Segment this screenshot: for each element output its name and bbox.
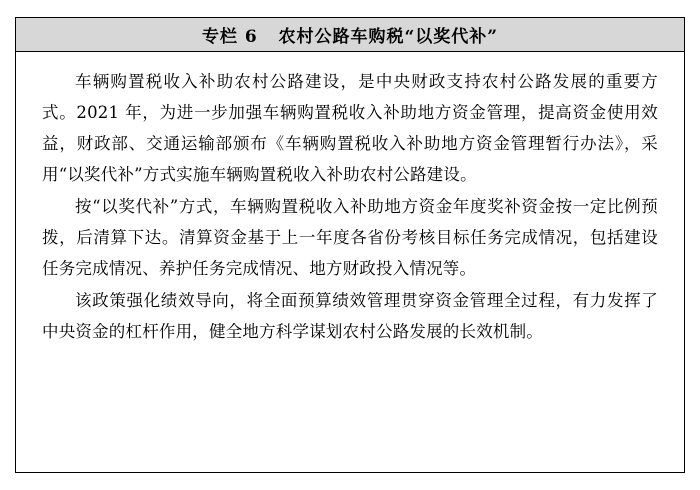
feature-box-header: [16, 18, 684, 52]
paragraph: 车辆购置税收入补助农村公路建设，是中央财政支持农村公路发展的重要方式。2021 年，为进一步加强车辆购置税收入补助地方资金管理，提高资金使用效益，财政部、交通运输部颁布《车辆购置税收入补助地方资金管理暂行办法》，采用“以奖代补”方式实施车辆购置税收入补助农村公路建设。: [42, 72, 658, 184]
paragraph: 该政策强化绩效导向，将全面预算绩效管理贯穿资金管理全过程，有力发挥了中央资金的杠杆作用，健全地方科学谋划农村公路发展的长效机制。: [42, 291, 658, 341]
feature-box: [15, 17, 685, 473]
feature-box-body: [16, 52, 684, 347]
paragraph: 按“以奖代补”方式，车辆购置税收入补助地方资金年度奖补资金按一定比例预拨，后清算下达。清算资金基于上一年度各省份考核目标任务完成情况，包括建设任务完成情况、养护任务完成情况、地方财政投入情况等。: [42, 197, 658, 278]
page-title: 专栏 6 农村公路车购税“以奖代补”: [201, 27, 499, 47]
